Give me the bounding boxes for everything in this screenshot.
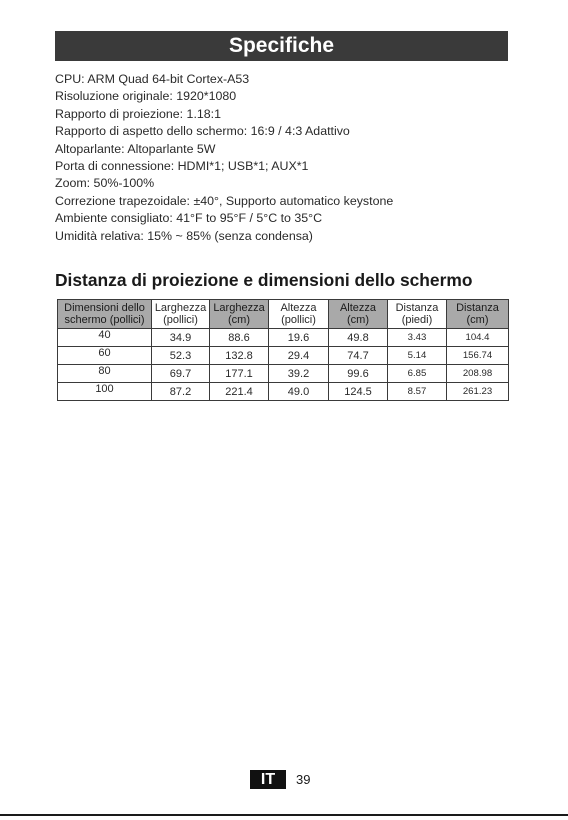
- header-distance-ft: Distanza (piedi): [388, 300, 447, 329]
- table-row: [58, 329, 509, 347]
- header-screen-size: Dimensioni dello schermo (pollici): [58, 300, 152, 329]
- spec-speaker: Altoparlante: Altoparlante 5W: [55, 141, 216, 156]
- table-row: [58, 365, 509, 383]
- header-width-cm: Larghezza (cm): [210, 300, 269, 329]
- table-row: [58, 347, 509, 365]
- table-cell: 87.2: [152, 383, 210, 401]
- table-row: [58, 383, 509, 401]
- table-cell: 88.6: [210, 329, 269, 347]
- table-cell: 177.1: [210, 365, 269, 383]
- table-cell: 124.5: [329, 383, 388, 401]
- table-cell: 19.6: [269, 329, 329, 347]
- spec-throw-ratio: Rapporto di proiezione: 1.18:1: [55, 106, 222, 121]
- header-height-cm: Altezza (cm): [329, 300, 388, 329]
- specs-title-banner: Specifiche: [55, 31, 508, 61]
- page-number: 39: [296, 772, 311, 787]
- table-cell: 52.3: [152, 347, 210, 365]
- table-cell: 74.7: [329, 347, 388, 365]
- table-cell: 49.8: [329, 329, 388, 347]
- table-cell: 69.7: [152, 365, 210, 383]
- header-distance-cm: Distanza (cm): [447, 300, 509, 329]
- spec-aspect-ratio: Rapporto di aspetto dello schermo: 16:9 / 4:3 Adattivo: [55, 124, 350, 139]
- table-cell: 104.4: [447, 329, 509, 347]
- table-cell: 8.57: [388, 383, 447, 401]
- table-cell: 156.74: [447, 347, 509, 365]
- spec-resolution: Risoluzione originale: 1920*1080: [55, 89, 237, 104]
- table-cell: 221.4: [210, 383, 269, 401]
- table-cell: 3.43: [388, 329, 447, 347]
- table-cell: 39.2: [269, 365, 329, 383]
- table-cell: 80: [58, 365, 152, 383]
- table-header-row: [58, 300, 509, 329]
- table-cell: 132.8: [210, 347, 269, 365]
- spec-cpu: CPU: ARM Quad 64-bit Cortex-A53: [55, 72, 250, 86]
- spec-environment: Ambiente consigliato: 41°F to 95°F / 5°C to 35°C: [55, 211, 323, 226]
- header-width-in: Larghezza (pollici): [152, 300, 210, 329]
- spec-zoom: Zoom: 50%-100%: [55, 176, 155, 191]
- language-badge: IT: [250, 770, 286, 789]
- spec-ports: Porta di connessione: HDMI*1; USB*1; AUX*1: [55, 159, 309, 174]
- table-cell: 100: [58, 383, 152, 401]
- table-cell: 208.98: [447, 365, 509, 383]
- section-title: Distanza di proiezione e dimensioni dello schermo: [55, 270, 473, 290]
- table-cell: 60: [58, 347, 152, 365]
- spec-keystone: Correzione trapezoidale: ±40°, Supporto automatico keystone: [55, 193, 394, 208]
- header-height-in: Altezza (pollici): [269, 300, 329, 329]
- projection-table: [57, 299, 509, 401]
- table-cell: 29.4: [269, 347, 329, 365]
- bottom-rule: [0, 814, 568, 816]
- spec-humidity: Umidità relativa: 15% ~ 85% (senza condensa): [55, 228, 313, 243]
- table-cell: 99.6: [329, 365, 388, 383]
- specs-list: [55, 71, 525, 245]
- table-cell: 5.14: [388, 347, 447, 365]
- table-cell: 40: [58, 329, 152, 347]
- table-cell: 49.0: [269, 383, 329, 401]
- table-cell: 34.9: [152, 329, 210, 347]
- table-cell: 261.23: [447, 383, 509, 401]
- table-cell: 6.85: [388, 365, 447, 383]
